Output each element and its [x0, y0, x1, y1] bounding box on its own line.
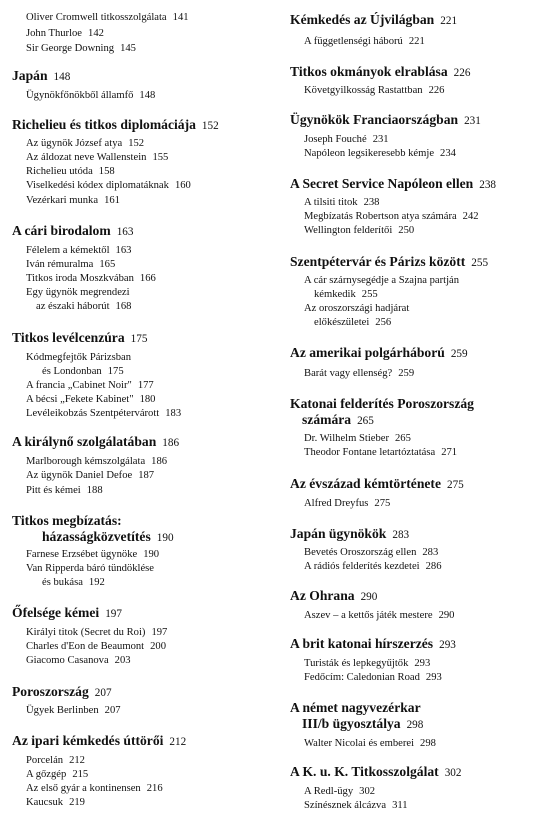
- toc-page-number: 168: [115, 301, 132, 312]
- toc-page-number: 141: [172, 12, 189, 23]
- toc-entry-title: Richelieu utóda: [26, 166, 93, 177]
- toc-entry-title: Titkos levélcenzúra: [12, 330, 125, 345]
- toc-page-number: 192: [88, 577, 105, 588]
- toc-subentry: [12, 28, 104, 40]
- toc-page-number: 152: [128, 138, 145, 149]
- toc-page-number: 161: [104, 195, 120, 206]
- toc-entry-title: Wellington felderítői: [304, 225, 393, 236]
- toc-subentry: [12, 755, 85, 767]
- toc-chapter-heading: [290, 112, 481, 129]
- toc-page-number: 203: [114, 655, 131, 666]
- toc-entry-title: Farnese Erzsébet ügynöke: [26, 549, 138, 560]
- toc-subentry: [12, 180, 191, 192]
- toc-entry-title: Az első gyár a kontinensen: [26, 783, 141, 794]
- toc-page-number: 238: [363, 197, 380, 208]
- toc-entry-title: Ügyek Berlinben: [26, 705, 99, 716]
- toc-subentry: [12, 301, 131, 313]
- toc-page-number: 163: [115, 245, 132, 256]
- toc-page-number: 255: [361, 289, 378, 300]
- toc-page-number: 166: [139, 273, 156, 284]
- toc-page-number: 298: [420, 738, 436, 749]
- toc-subentry: [12, 43, 136, 55]
- toc-entry-title: Japán ügynökök: [290, 526, 387, 541]
- toc-entry-title: Sir George Downing: [26, 43, 115, 54]
- toc-entry-title: Porcelán: [26, 755, 64, 766]
- toc-page-number: 200: [150, 641, 167, 652]
- toc-entry-title: Katonai felderítés Poroszország: [290, 396, 474, 411]
- toc-page-number: 283: [422, 547, 439, 558]
- toc-subentry: [12, 152, 168, 164]
- toc-chapter-heading: [12, 529, 174, 546]
- toc-entry-title: Iván rémuralma: [26, 259, 94, 270]
- toc-page-number: 259: [450, 348, 468, 360]
- toc-page-number: 186: [162, 437, 180, 449]
- toc-chapter-heading: [12, 223, 133, 240]
- toc-subentry: [12, 641, 166, 653]
- toc-page-number: 215: [72, 769, 89, 780]
- toc-subentry: [12, 470, 154, 482]
- toc-entry-title: Megbízatás Robertson atya számára: [304, 211, 457, 222]
- toc-entry-title: Az oroszországi hadjárat: [304, 303, 410, 314]
- toc-entry-title: Barát vagy ellenség?: [304, 368, 393, 379]
- toc-subentry: [12, 352, 131, 364]
- toc-subentry: [290, 85, 444, 97]
- toc-page-number: 302: [359, 786, 376, 797]
- toc-page-number: 175: [107, 366, 124, 377]
- toc-entry-title: Giacomo Casanova: [26, 655, 109, 666]
- toc-entry-title: A gőzgép: [26, 769, 67, 780]
- toc-entry-title: A rádiós felderítés kezdetei: [304, 561, 420, 572]
- toc-page-number: 177: [137, 380, 154, 391]
- toc-page-number: 212: [169, 736, 187, 748]
- toc-subentry: [12, 12, 189, 24]
- toc-page-number: 226: [453, 67, 471, 79]
- toc-chapter-heading: [12, 330, 147, 347]
- toc-page-number: 231: [372, 134, 389, 145]
- toc-subentry: [290, 610, 454, 622]
- toc-entry-title: Ügynökök Franciaországban: [290, 112, 459, 127]
- toc-entry-title: Színésznek álcázva: [304, 800, 387, 811]
- toc-subentry: [290, 289, 378, 301]
- toc-page-number: 160: [174, 180, 191, 191]
- toc-entry-title: Az amerikai polgárháború: [290, 345, 445, 360]
- toc-entry-title: Az ipari kémkedés úttörői: [12, 733, 164, 748]
- toc-entry-title: házasságközvetítés: [42, 529, 151, 544]
- toc-chapter-heading: [290, 64, 470, 81]
- toc-page-number: 283: [392, 529, 410, 541]
- toc-entry-title: Titkos iroda Moszkvában: [26, 273, 134, 284]
- toc-subentry: [290, 303, 409, 315]
- toc-chapter-heading: [12, 117, 219, 134]
- toc-subentry: [12, 366, 124, 378]
- toc-page-number: 145: [120, 43, 136, 54]
- toc-entry-title: Japán: [12, 68, 48, 83]
- toc-subentry: [12, 456, 167, 468]
- toc-entry-title: Az évszázad kémtörténete: [290, 476, 441, 491]
- toc-subentry: [12, 627, 167, 639]
- toc-subentry: [290, 658, 430, 670]
- toc-subentry: [12, 655, 131, 667]
- toc-page-number: 256: [375, 317, 392, 328]
- toc-chapter-heading: [290, 396, 474, 411]
- toc-subentry: [290, 547, 438, 559]
- toc-entry-title: Egy ügynök megrendezi: [26, 287, 130, 298]
- toc-page-number: 250: [398, 225, 415, 236]
- toc-page-number: 221: [408, 36, 425, 47]
- toc-entry-title: Kódmegfejtők Párizsban: [26, 352, 132, 363]
- toc-subentry: [290, 148, 456, 160]
- toc-entry-title: előkészületei: [314, 317, 370, 328]
- toc-subentry: [12, 783, 163, 795]
- toc-page-number: 190: [143, 549, 160, 560]
- toc-page-number: 259: [398, 368, 415, 379]
- toc-subentry: [12, 287, 130, 299]
- toc-page-number: 186: [151, 456, 168, 467]
- toc-entry-title: A francia „Cabinet Noir": [26, 380, 132, 391]
- toc-subentry: [290, 368, 414, 380]
- toc-page-number: 293: [439, 639, 456, 651]
- toc-subentry: [290, 786, 375, 798]
- toc-subentry: [290, 36, 425, 48]
- toc-subentry: [12, 245, 131, 257]
- toc-entry-title: Titkos okmányok elrablása: [290, 64, 448, 79]
- toc-entry-title: Titkos megbízatás:: [12, 513, 122, 528]
- toc-entry-title: A német nagyvezérkar: [290, 700, 421, 715]
- toc-chapter-heading: [12, 605, 122, 622]
- toc-page-number: 311: [392, 800, 408, 811]
- toc-page-number: 286: [425, 561, 442, 572]
- toc-entry-title: A cári birodalom: [12, 223, 111, 238]
- toc-subentry: [12, 549, 159, 561]
- toc-entry-title: és Londonban: [42, 366, 102, 377]
- toc-entry-title: Kaucsuk: [26, 797, 64, 808]
- toc-subentry: [12, 577, 105, 589]
- toc-subentry: [12, 138, 144, 150]
- toc-chapter-heading: [12, 684, 112, 701]
- toc-page-number: 190: [156, 532, 174, 544]
- toc-page-number: 197: [105, 608, 122, 620]
- toc-subentry: [12, 380, 154, 392]
- toc-page-number: 265: [395, 433, 411, 444]
- toc-page-number: 175: [130, 333, 148, 345]
- toc-entry-title: Kémkedés az Újvilágban: [290, 12, 435, 27]
- toc-chapter-heading: [12, 733, 186, 750]
- toc-subentry: [12, 563, 154, 575]
- toc-entry-title: Félelem a kémektől: [26, 245, 110, 256]
- toc-page-number: 271: [441, 447, 458, 458]
- toc-page-number: 207: [94, 687, 112, 699]
- toc-chapter-heading: [12, 434, 179, 451]
- toc-page-number: 197: [151, 627, 168, 638]
- toc-page-number: 148: [139, 90, 156, 101]
- toc-chapter-heading: [290, 764, 461, 781]
- toc-subentry: [290, 433, 411, 445]
- toc-subentry: [12, 273, 156, 285]
- toc-subentry: [290, 800, 408, 812]
- toc-entry-title: A tilsiti titok: [304, 197, 358, 208]
- toc-subentry: [12, 408, 181, 420]
- toc-page-number: 265: [357, 415, 374, 427]
- toc-page-number: 290: [438, 610, 455, 621]
- toc-page-number: 275: [374, 498, 391, 509]
- toc-page-number: 293: [425, 672, 442, 683]
- toc-page-number: 231: [464, 115, 481, 127]
- toc-page-number: 302: [444, 767, 462, 779]
- toc-subentry: [290, 738, 436, 750]
- toc-page-number: 188: [86, 485, 103, 496]
- toc-entry-title: A királynő szolgálatában: [12, 434, 157, 449]
- toc-entry-title: Bevetés Oroszország ellen: [304, 547, 417, 558]
- toc-subentry: [12, 259, 115, 271]
- toc-chapter-heading: [290, 716, 423, 733]
- toc-entry-title: Vezérkari munka: [26, 195, 99, 206]
- toc-entry-title: Joseph Fouché: [304, 134, 367, 145]
- toc-subentry: [12, 485, 103, 497]
- toc-page-number: 290: [360, 591, 378, 603]
- toc-subentry: [290, 498, 390, 510]
- toc-chapter-heading: [290, 345, 468, 362]
- toc-subentry: [12, 90, 155, 102]
- toc-entry-title: Követgyilkosság Rastattban: [304, 85, 423, 96]
- toc-subentry: [290, 317, 391, 329]
- toc-subentry: [290, 211, 479, 223]
- toc-chapter-heading: [290, 526, 409, 543]
- toc-entry-title: Napóleon legsikeresebb kémje: [304, 148, 435, 159]
- toc-entry-title: és bukása: [42, 577, 83, 588]
- toc-entry-title: az északi háborút: [36, 301, 110, 312]
- toc-page-number: 226: [428, 85, 445, 96]
- toc-entry-title: Poroszország: [12, 684, 89, 699]
- toc-subentry: [290, 225, 414, 237]
- toc-entry-title: kémkedik: [314, 289, 356, 300]
- toc-page-number: 165: [99, 259, 116, 270]
- toc-page-number: 142: [88, 28, 104, 39]
- toc-entry-title: Az ügynök Daniel Defoe: [26, 470, 133, 481]
- toc-subentry: [290, 672, 442, 684]
- toc-subentry: [12, 195, 120, 207]
- toc-entry-title: Marlborough kémszolgálata: [26, 456, 146, 467]
- toc-page-number: 187: [138, 470, 155, 481]
- toc-page-number: 183: [165, 408, 182, 419]
- toc-page-number: 152: [201, 120, 219, 132]
- toc-entry-title: Van Ripperda báró tündöklése: [26, 563, 154, 574]
- toc-entry-title: Szentpétervár és Párizs között: [290, 254, 466, 269]
- toc-page-number: 255: [471, 257, 489, 269]
- toc-subentry: [290, 134, 389, 146]
- toc-chapter-heading: [290, 176, 496, 193]
- toc-page-number: 148: [53, 71, 71, 83]
- toc-entry-title: A függetlenségi háború: [304, 36, 403, 47]
- toc-entry-title: Őfelsége kémei: [12, 605, 100, 620]
- toc-subentry: [12, 394, 155, 406]
- toc-entry-title: Az Ohrana: [290, 588, 355, 603]
- toc-entry-title: III/b ügyosztálya: [302, 716, 401, 731]
- toc-page-number: 158: [98, 166, 115, 177]
- toc-entry-title: Richelieu és titkos diplomáciája: [12, 117, 196, 132]
- toc-page-number: 216: [146, 783, 163, 794]
- toc-page-number: 163: [116, 226, 134, 238]
- toc-entry-title: John Thurloe: [26, 28, 83, 39]
- toc-chapter-heading: [12, 513, 122, 528]
- toc-entry-title: Fedőcím: Caledonian Road: [304, 672, 420, 683]
- toc-page-number: 298: [406, 719, 424, 731]
- toc-chapter-heading: [290, 636, 456, 653]
- toc-entry-title: Theodor Fontane letartóztatása: [304, 447, 436, 458]
- toc-page-number: 180: [139, 394, 156, 405]
- toc-subentry: [290, 197, 379, 209]
- toc-subentry: [12, 797, 85, 809]
- toc-page-number: 238: [479, 179, 497, 191]
- toc-page-number: 293: [414, 658, 431, 669]
- toc-subentry: [12, 166, 115, 178]
- toc-subentry: [290, 561, 442, 573]
- toc-page-number: 207: [104, 705, 121, 716]
- toc-entry-title: A brit katonai hírszerzés: [290, 636, 434, 651]
- toc-entry-title: Királyi titok (Secret du Roi): [26, 627, 146, 638]
- toc-entry-title: Az áldozat neve Wallenstein: [26, 152, 147, 163]
- toc-entry-title: Pitt és kémei: [26, 485, 81, 496]
- toc-entry-title: Charles d'Eon de Beaumont: [26, 641, 145, 652]
- toc-entry-title: Viselkedési kódex diplomatáknak: [26, 180, 169, 191]
- toc-subentry: [12, 769, 88, 781]
- toc-entry-title: Turisták és lepkegyűjtők: [304, 658, 409, 669]
- toc-page-number: 221: [440, 15, 458, 27]
- toc-page-number: 219: [69, 797, 85, 808]
- toc-chapter-heading: [290, 588, 377, 605]
- toc-entry-title: Levéleikobzás Szentpétervárott: [26, 408, 160, 419]
- toc-entry-title: Oliver Cromwell titkosszolgálata: [26, 12, 167, 23]
- toc-page-number: 234: [440, 148, 456, 159]
- toc-page-number: 212: [69, 755, 85, 766]
- toc-chapter-heading: [290, 700, 421, 715]
- toc-page-number: 242: [462, 211, 479, 222]
- toc-entry-title: számára: [302, 412, 352, 427]
- toc-entry-title: A cár szárnysegédje a Szajna partján: [304, 275, 460, 286]
- toc-entry-title: Alfred Dreyfus: [304, 498, 369, 509]
- toc-entry-title: Ügynökfőnökből államfő: [26, 90, 134, 101]
- toc-chapter-heading: [12, 68, 70, 85]
- toc-entry-title: Walter Nicolai és emberei: [304, 738, 415, 749]
- toc-entry-title: A Secret Service Napóleon ellen: [290, 176, 474, 191]
- toc-entry-title: Aszev – a kettős játék mestere: [304, 610, 433, 621]
- toc-chapter-heading: [290, 476, 464, 493]
- toc-chapter-heading: [290, 12, 457, 29]
- toc-page-number: 155: [152, 152, 169, 163]
- toc-subentry: [290, 275, 459, 287]
- toc-entry-title: A bécsi „Fekete Kabinet": [26, 394, 134, 405]
- toc-chapter-heading: [290, 412, 374, 429]
- toc-page-number: 275: [446, 479, 464, 491]
- toc-chapter-heading: [290, 254, 488, 271]
- toc-entry-title: A K. u. K. Titkosszolgálat: [290, 764, 439, 779]
- toc-entry-title: Dr. Wilhelm Stieber: [304, 433, 389, 444]
- toc-entry-title: A Redl-ügy: [304, 786, 354, 797]
- toc-subentry: [12, 705, 121, 717]
- toc-entry-title: Az ügynök József atya: [26, 138, 123, 149]
- toc-subentry: [290, 447, 457, 459]
